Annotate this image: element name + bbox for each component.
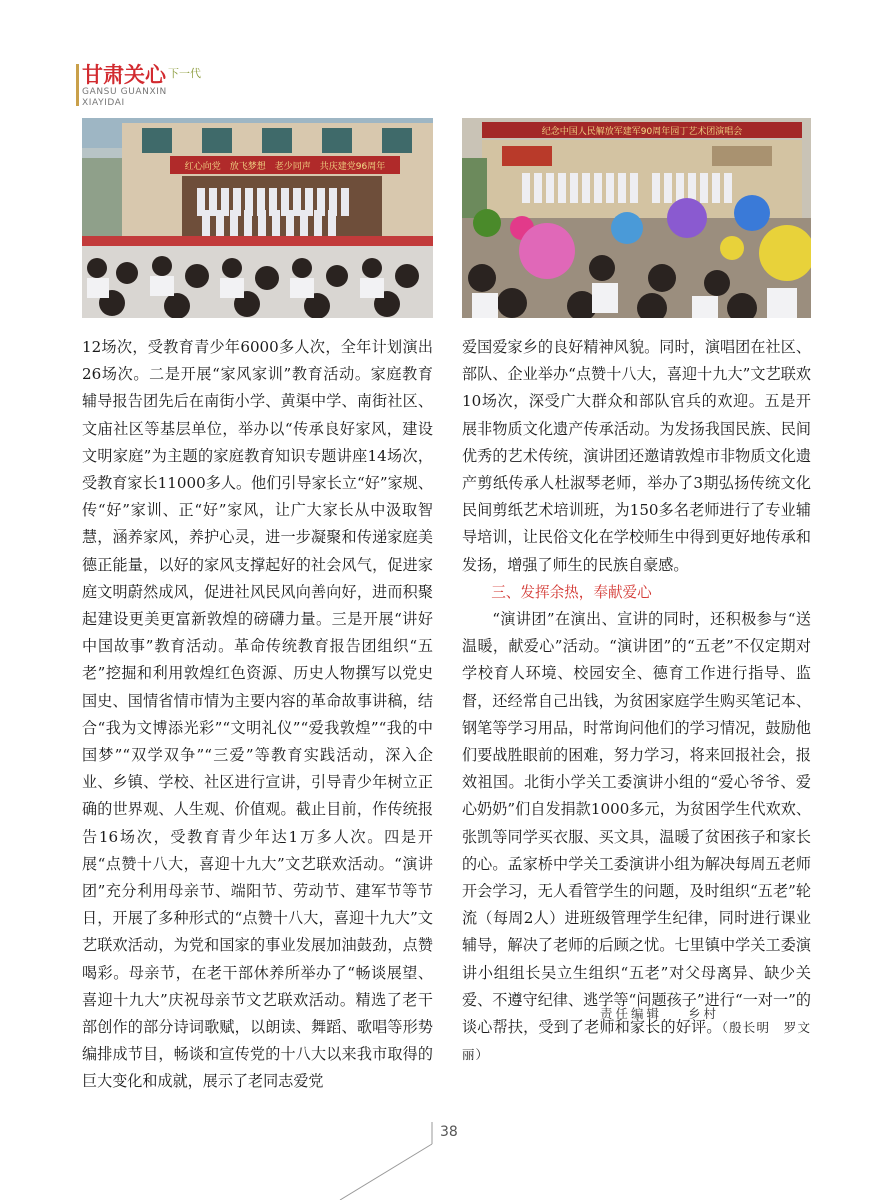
right-paragraph-1: 爱国爱家乡的良好精神风貌。同时，演唱团在社区、部队、企业举办“点赞十八大，喜迎十九大”文艺联欢10场次，深受广大群众和部队官兵的欢迎。五是开展非物质文化遗产传承活动。为发扬我国民族、民间优秀的艺术传统，演讲团还邀请敦煌市非物质文化遗产剪纸传承人杜淑琴老师，举办了3期弘扬传统文化民间剪纸艺术培训班，为150多名老师进行了专业辅导培训，让民俗文化在学校师生中得到更好地传承和发扬，增强了师生的民族自豪感。	[462, 338, 811, 574]
logo-accent-bar	[76, 64, 79, 106]
editor-name: 乡村	[688, 1006, 720, 1021]
logo-english-line1: GANSU GUANXIN	[82, 87, 167, 97]
photo-choir-performance-school	[82, 118, 433, 318]
logo-title: 甘肃关心	[82, 62, 166, 87]
page-number: 38	[440, 1124, 458, 1140]
author-byline: （殷长明 罗文丽）	[462, 1020, 811, 1063]
editor-credit	[600, 1004, 719, 1022]
article-column-right	[462, 334, 811, 1068]
editor-label: 责任编辑	[600, 1006, 663, 1021]
article-column-left	[82, 334, 433, 1096]
left-paragraph: 12场次，受教育青少年6000多人次，全年计划演出26场次。二是开展“家风家训”教育活动。家庭教育辅导报告团先后在南街小学、黄渠中学、南街社区、文庙社区等基层单位，举办以“传承良好家风，建设文明家庭”为主题的家庭教育知识专题讲座14场次，受教育家长11000多人。他们引导家长立“好”家规、传“好”家训、正“好”家风，让广大家长从中汲取智慧，涵养家风，养护心灵，进一步凝聚和传递家庭美德正能量，以好的家风支撑起好的社会风气，促进家庭文明蔚然成风，促进社风民风向善向好，进而积聚起建设更美更富新敦煌的磅礴力量。三是开展“讲好中国故事”教育活动。革命传统教育报告团组织“五老”挖掘和利用敦煌红色资源、历史人物撰写以党史国史、国情省情市情为主要内容的革命故事讲稿，结合“我为文博添光彩”“文明礼仪”“爱我敦煌”“我的中国梦”“双学双争”“三爱”等教育实践活动，深入企业、乡镇、学校、社区进行宣讲，引导青少年树立正确的世界观、人生观、价值观。截止目前，作传统报告16场次，受教育青少年达1万多人次。四是开展“点赞十八大，喜迎十九大”文艺联欢活动。“演讲团”充分利用母亲节、端阳节、劳动节、建军节等节日，开展了多种形式的“点赞十八大，喜迎十九大”文艺联欢活动，为党和国家的事业发展加油鼓劲，点赞喝彩。母亲节，在老干部休养所举办了“畅谈展望、喜迎十九大”庆祝母亲节文艺联欢活动。精选了老干部创作的部分诗词歌赋，以朗读、舞蹈、歌唱等形势编排成节目，畅谈和宣传党的十八大以来我市取得的巨大变化和成就，展示了老同志爱党	[82, 338, 433, 1091]
photo-1-banner: 红心向党 放飞梦想 老少同声 共庆建党96周年	[184, 162, 386, 172]
logo-english-line2: XIAYIDAI	[82, 98, 125, 108]
masthead-logo	[82, 62, 222, 110]
photo-2-banner: 纪念中国人民解放军建军90周年园丁艺术团演唱会	[541, 127, 743, 137]
section-heading: 三、发挥余热，奉献爱心	[491, 583, 652, 601]
right-paragraph-2	[462, 606, 811, 1068]
footer-decoration	[0, 1100, 893, 1200]
logo-subtitle: 下一代	[168, 67, 201, 80]
right-paragraph-2-text: “演讲团”在演出、宣讲的同时，还积极参与“送温暖，献爱心”活动。“演讲团”的“五老”不仅定期对学校育人环境、校园安全、德育工作进行指导、监督，还经常自己出钱，为贫困家庭学生购买笔记本、钢笔等学习用品，时常询问他们的学习情况，鼓励他们要战胜眼前的困难，努力学习，将来回报社会，报效祖国。北街小学关工委演讲小组的“爱心爷爷、爱心奶奶”们自发捐款1000多元，为贫困学生代欢欢、张凯等同学买衣服、买文具，温暖了贫困孩子和家长的心。孟家桥中学关工委演讲小组为解决每周五老师开会学习，无人看管学生的问题，及时组织“五老”轮流（每周2人）进班级管理学生纪律，同时进行课业辅导，解决了老师的后顾之忧。七里镇中学关工委演讲小组组长吴立生组织“五老”对父母离异、缺少关爱、不遵守纪律、逃学等“问题孩子”进行“一对一”的谈心帮扶，受到了老师和家长的好评。	[462, 610, 811, 1037]
photo-army-anniversary-concert	[462, 118, 811, 318]
